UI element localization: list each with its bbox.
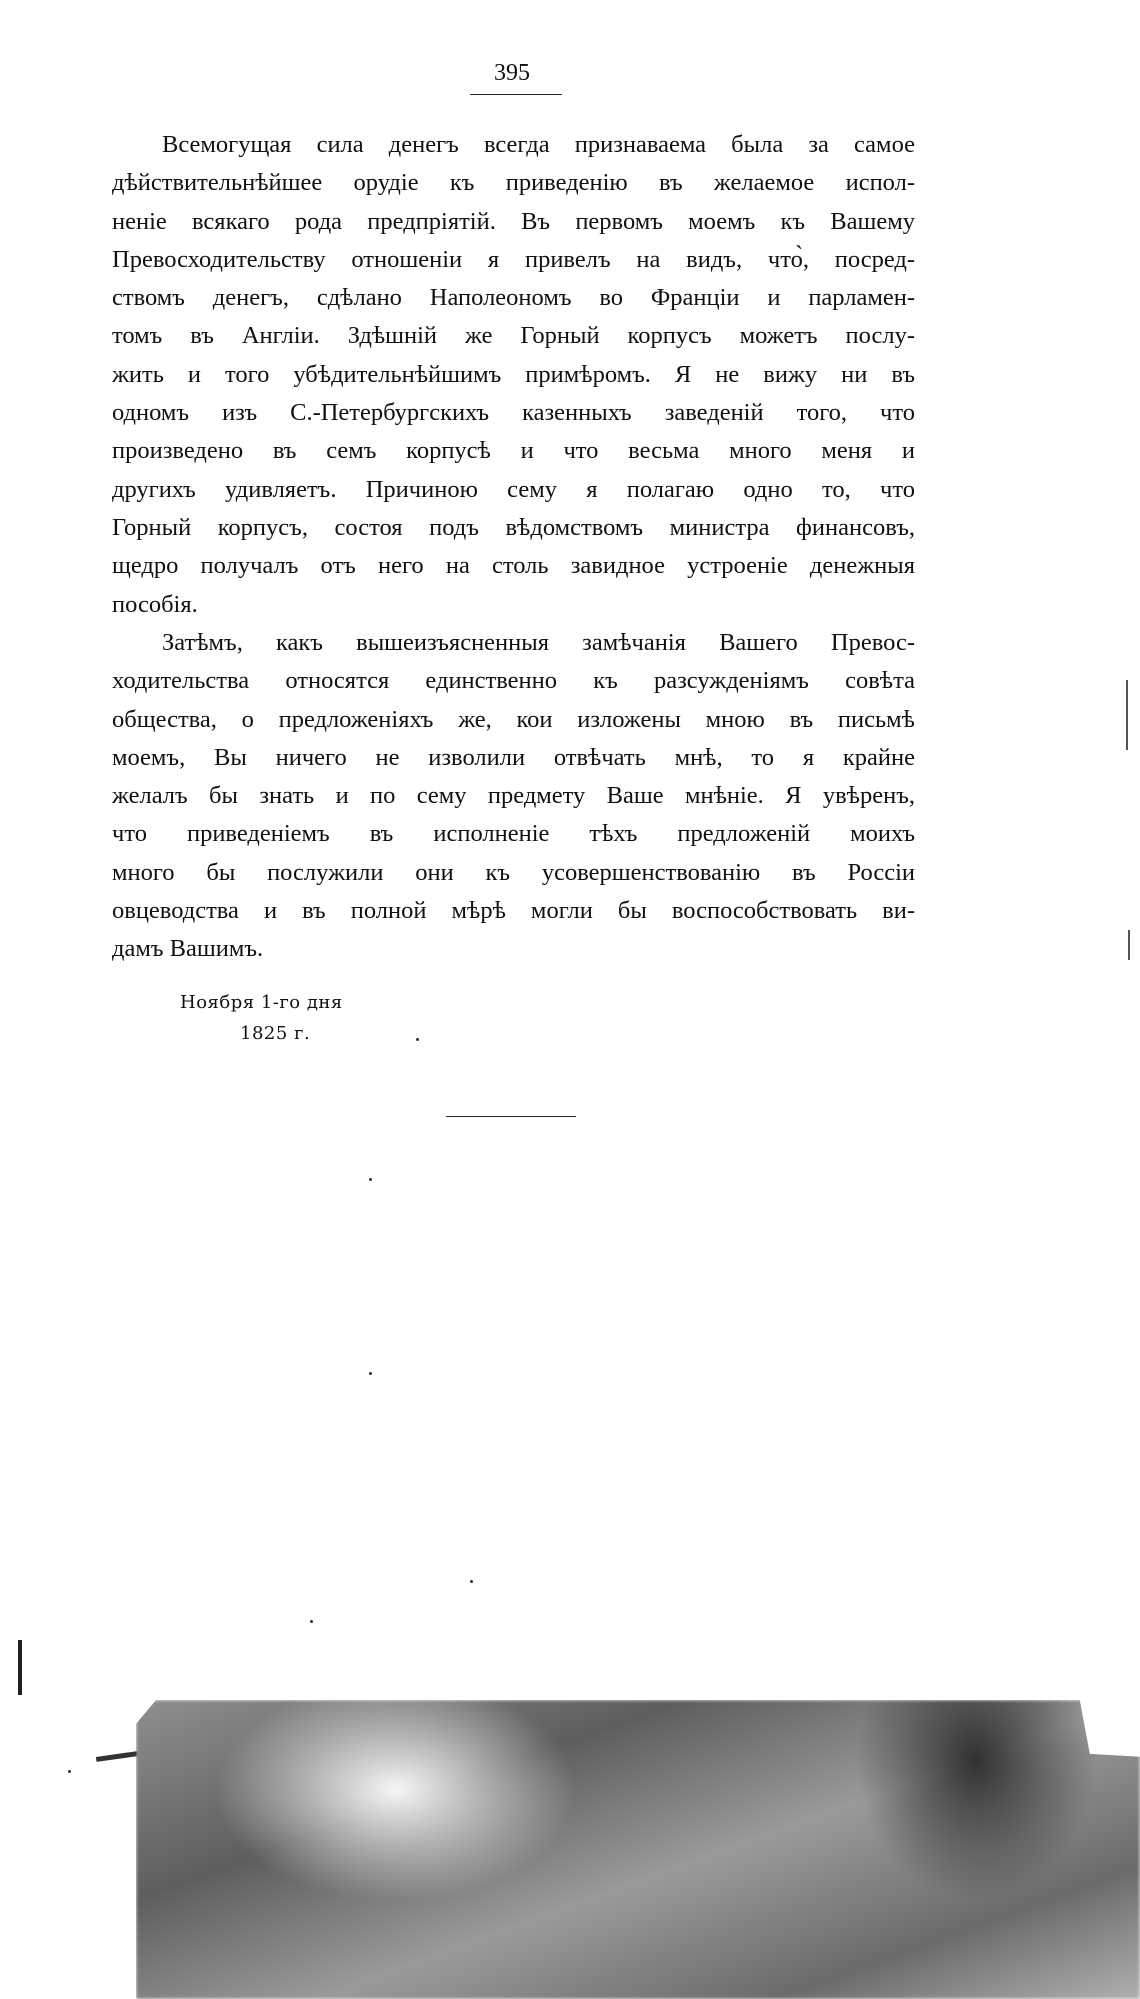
scan-speck bbox=[310, 1620, 313, 1623]
scan-edge-mark bbox=[18, 1640, 22, 1695]
scan-speck bbox=[68, 1770, 71, 1773]
paragraph-line: пособія. bbox=[112, 590, 198, 618]
paragraph-line: желалъ бы знать и по сему предмету Ваше мнѣніе. Я увѣренъ, bbox=[112, 782, 915, 810]
paragraph-line: что приведеніемъ въ исполненіе тѣхъ предложеній моихъ bbox=[112, 820, 915, 848]
scan-smudge bbox=[136, 1700, 1140, 1999]
date-line: Ноября 1-го дня bbox=[180, 992, 343, 1013]
date-block bbox=[180, 987, 343, 1049]
paragraph-line: неніе всякаго рода предпріятій. Въ первомъ моемъ къ Вашему bbox=[112, 207, 915, 235]
paragraph-line: щедро получалъ отъ него на столь завидное устроеніе денежныя bbox=[112, 552, 915, 580]
page-number-rule bbox=[470, 94, 562, 95]
paragraph-line: Горный корпусъ, состоя подъ вѣдомствомъ министра финансовъ, bbox=[112, 513, 915, 541]
margin-mark bbox=[1126, 680, 1128, 750]
scan-speck bbox=[470, 1580, 473, 1583]
scan-speck bbox=[369, 1178, 372, 1181]
paragraph-line: ствомъ денегъ, сдѣлано Наполеономъ во Франціи и парламен- bbox=[112, 284, 915, 312]
scan-speck bbox=[416, 1038, 419, 1041]
paragraph-line: произведено въ семъ корпусѣ и что весьма много меня и bbox=[112, 437, 915, 465]
paragraph-1 bbox=[112, 126, 915, 624]
year-line: 1825 г. bbox=[240, 1023, 311, 1044]
paragraph-line: Превосходительству отношеніи я привелъ на видъ, что̀, посред- bbox=[112, 245, 915, 273]
paragraph-2 bbox=[112, 624, 915, 969]
paragraph-line: другихъ удивляетъ. Причиною сему я полагаю одно то, что bbox=[112, 475, 915, 503]
paragraph-line: Затѣмъ, какъ вышеизъясненныя замѣчанія Вашего Превос- bbox=[162, 629, 915, 656]
paragraph-line: много бы послужили они къ усовершенствованію въ Россіи bbox=[112, 858, 915, 886]
closing-rule bbox=[446, 1116, 576, 1117]
paragraph-line: моемъ, Вы ничего не изволили отвѣчать мнѣ, то я крайне bbox=[112, 743, 915, 771]
paragraph-line: жить и того убѣдительнѣйшимъ примѣромъ. Я не вижу ни въ bbox=[112, 360, 915, 388]
paragraph-line: дѣйствительнѣйшее орудіе къ приведенію въ желаемое испол- bbox=[112, 169, 915, 197]
paragraph-line: дамъ Вашимъ. bbox=[112, 935, 264, 963]
paragraph-line: томъ въ Англіи. Здѣшній же Горный корпусъ можетъ послу- bbox=[112, 322, 915, 350]
paragraph-line: Всемогущая сила денегъ всегда признаваема была за самое bbox=[162, 131, 915, 158]
paragraph-line: ходительства относятся единственно къ разсужденіямъ совѣта bbox=[112, 667, 915, 695]
page-number: 395 bbox=[494, 60, 530, 86]
paragraph-line: одномъ изъ С.-Петербургскихъ казенныхъ заведеній того, что bbox=[112, 399, 915, 427]
scan-speck bbox=[369, 1372, 372, 1375]
margin-mark bbox=[1128, 930, 1130, 960]
scan-edge-mark bbox=[96, 1751, 138, 1762]
paragraph-line: общества, о предложеніяхъ же, кои изложены мною въ письмѣ bbox=[112, 705, 915, 733]
paragraph-line: овцеводства и въ полной мѣрѣ могли бы воспособствовать ви- bbox=[112, 897, 915, 925]
